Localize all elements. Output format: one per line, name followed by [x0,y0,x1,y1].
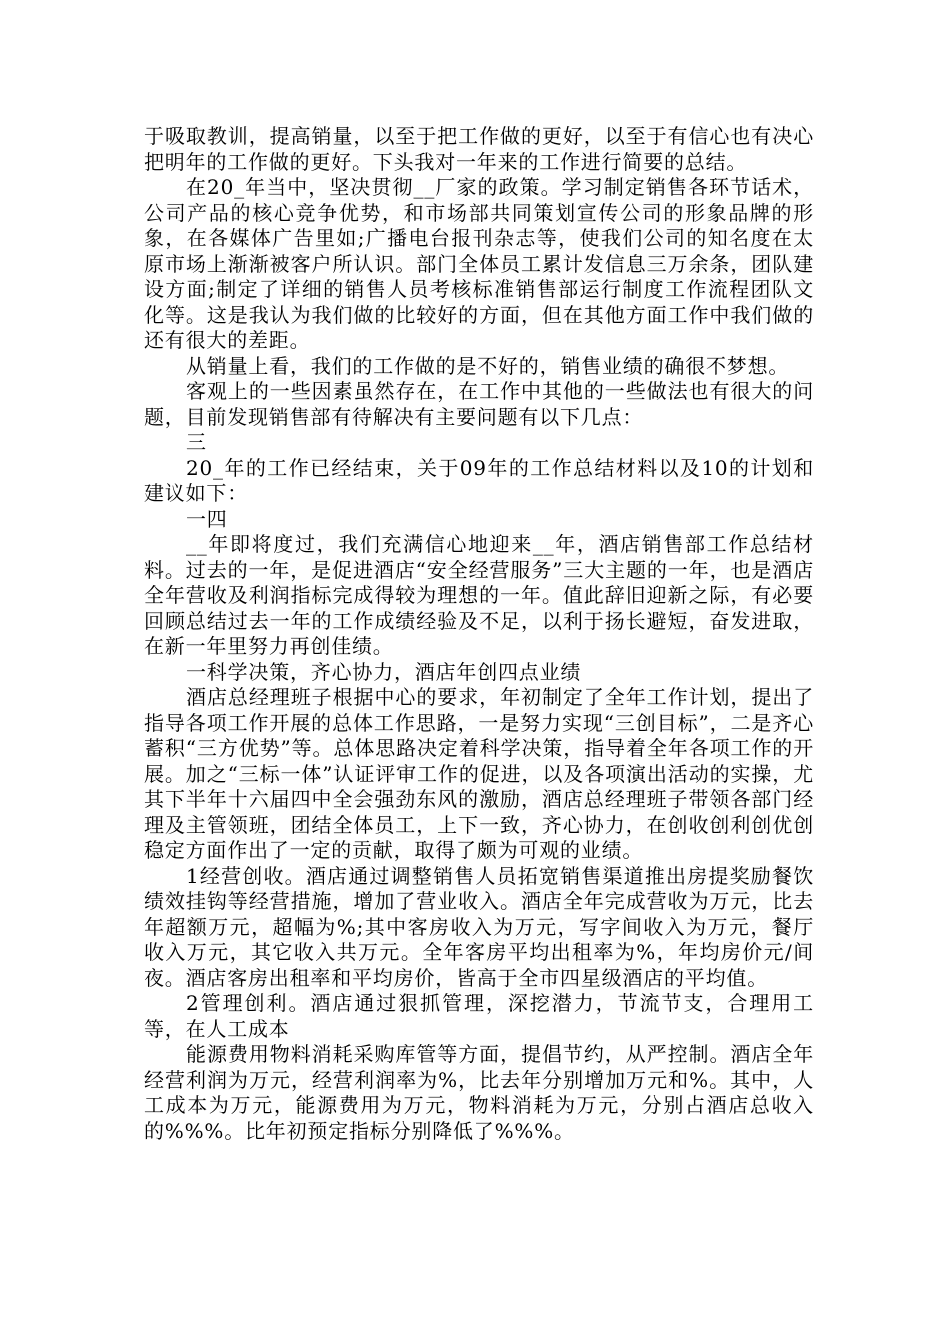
paragraph-6: 20_年的工作已经结束，关于09年的工作总结材料以及10的计划和建议如下： [144,455,814,505]
paragraph-5: 三 [186,430,207,454]
paragraph-3: 从销量上看，我们的工作做的是不好的，销售业绩的确很不梦想。 [186,353,790,378]
paragraph-1: 于吸取教训，提高销量，以至于把工作做的更好，以至于有信心也有决心把明年的工作做的更好。下头我对一年来的工作进行简要的总结。 [144,124,814,174]
paragraph-13: 能源费用物料消耗采购库管等方面，提倡节约，从严控制。酒店全年经营利润为万元，经营利润率为%，比去年分别增加万元和%。其中，人工成本为万元，能源费用为万元，物料消耗为万元，分别占酒店总收入的%%%。比年初预定指标分别降低了%%%。 [144,1042,814,1143]
paragraph-12: 2管理创利。酒店通过狠抓管理，深挖潜力，节流节支，合理用工等，在人工成本 [144,991,814,1041]
paragraph-4: 客观上的一些因素虽然存在，在工作中其他的一些做法也有很大的问题，目前发现销售部有待解决有主要问题有以下几点： [144,379,814,429]
paragraph-10: 酒店总经理班子根据中心的要求，年初制定了全年工作计划，提出了指导各项工作开展的总体工作思路，一是努力实现“三创目标”，二是齐心蓄积“三方优势”等。总体思路决定着科学决策，指导着全年各项工作的开展。加之“三标一体”认证评审工作的促进，以及各项演出活动的实操，尤其下半年十六届四中全会强劲东风的激励，酒店总经理班子带领各部门经理及主管领班，团结全体员工，上下一致，齐心协力，在创收创利创优创稳定方面作出了一定的贡献，取得了颇为可观的业绩。 [144,685,814,862]
paragraph-7: 一四 [186,506,228,531]
paragraph-8: __年即将度过，我们充满信心地迎来__年，酒店销售部工作总结材料。过去的一年，是促进酒店“安全经营服务”三大主题的一年，也是酒店全年营收及利润指标完成得较为理想的一年。值此辞旧迎新之际，有必要回顾总结过去一年的工作成绩经验及不足，以利于扬长避短，奋发进取，在新一年里努力再创佳绩。 [144,532,814,658]
paragraph-11: 1经营创收。酒店通过调整销售人员拓宽销售渠道推出房提奖励餐饮绩效挂钩等经营措施，增加了营业收入。酒店全年完成营收为万元，比去年超额万元，超幅为%;其中客房收入为万元，写字间收入为万元，餐厅收入万元，其它收入共万元。全年客房平均出租率为%，年均房价元/间夜。酒店客房出租率和平均房价，皆高于全市四星级酒店的平均值。 [144,863,814,990]
paragraph-2: 在20_年当中，坚决贯彻__厂家的政策。学习制定销售各环节话术，公司产品的核心竞争优势，和市场部共同策划宣传公司的形象品牌的形象，在各媒体广告里如;广播电台报刊杂志等，使我们公司的知名度在太原市场上渐渐被客户所认识。部门全体员工累计发信息三万余条，团队建设方面;制定了详细的销售人员考核标准销售部运行制度工作流程团队文化等。这是我认为我们做的比较好的方面，但在其他方面工作中我们做的还有很大的差距。 [144,175,814,352]
paragraph-9: 一科学决策，齐心协力，酒店年创四点业绩 [186,659,582,684]
document-body [144,124,814,1144]
